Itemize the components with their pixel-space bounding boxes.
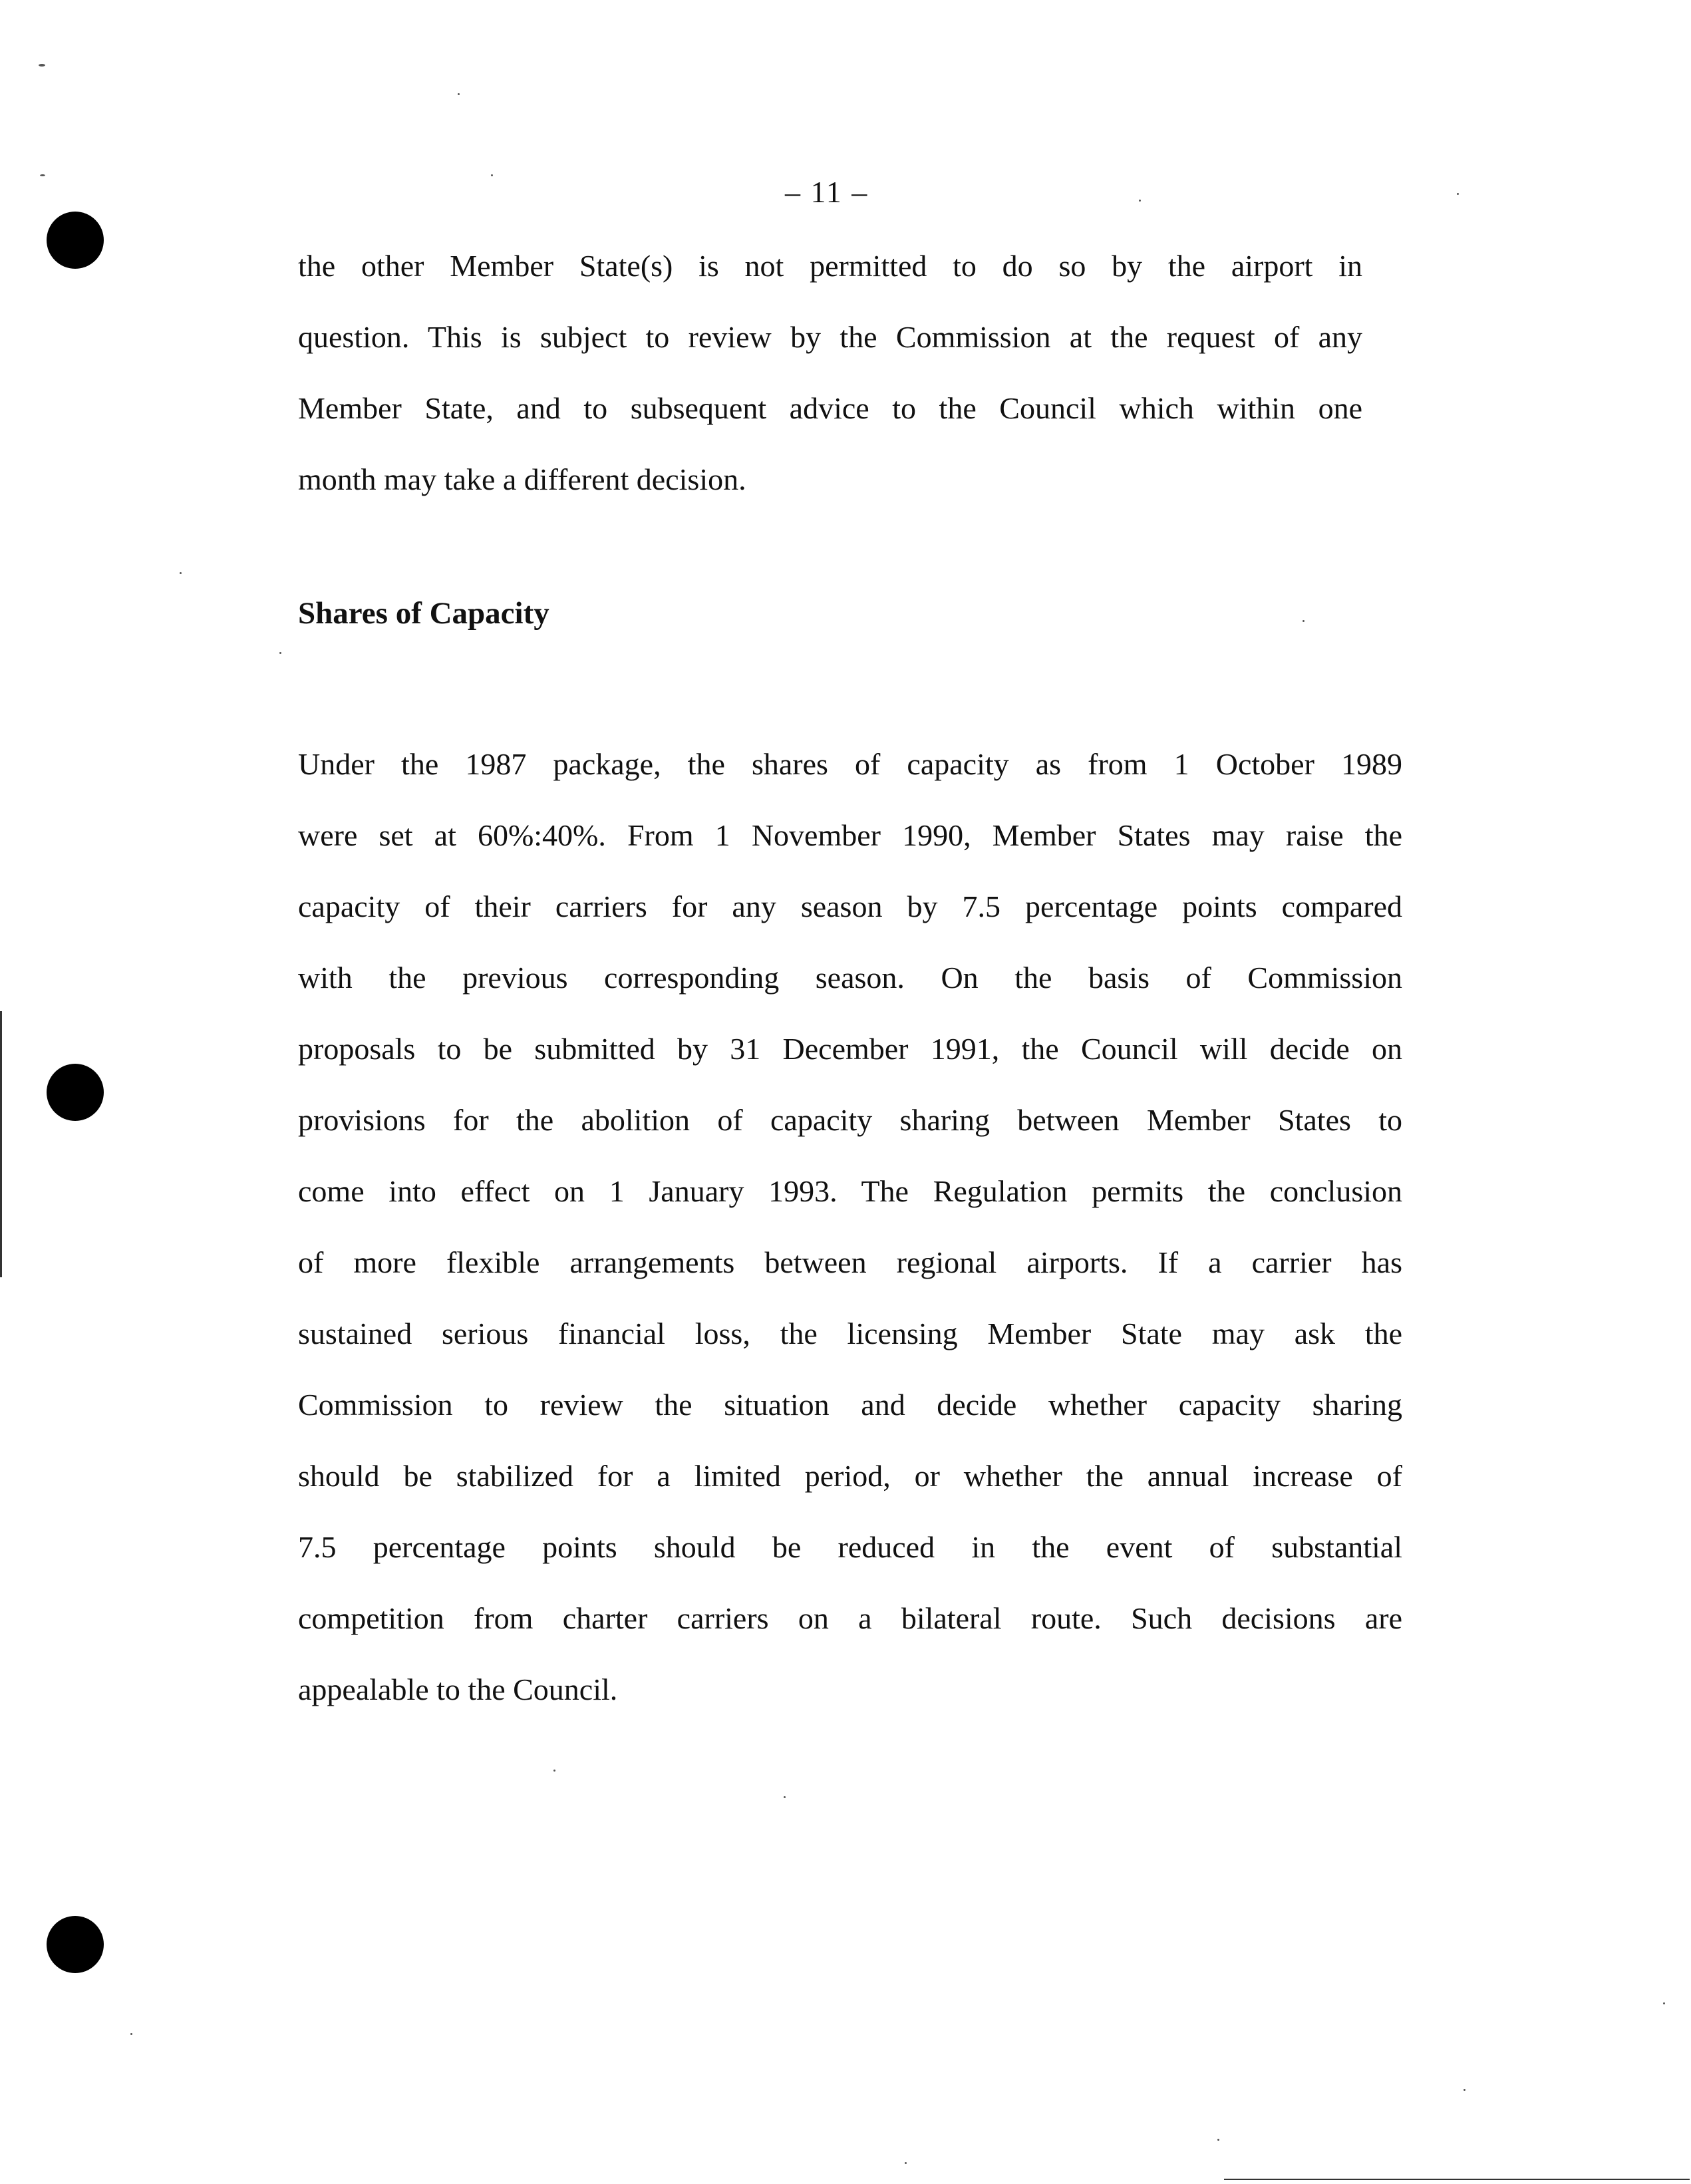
paragraph-line: with the previous corresponding season. On the basis of Commission [298,961,1402,995]
body-paragraph [298,728,1402,1725]
punch-hole-top [47,212,104,269]
page-number: – 11 – [785,175,869,209]
scan-speck [491,174,493,176]
scan-speck [279,652,281,654]
scan-speck [130,2033,132,2035]
paragraph-line: Member State, and to subsequent advice to the Council which within one [298,391,1362,425]
scan-speck [553,1770,555,1772]
scan-speck [1139,200,1141,202]
scan-speck [1463,2089,1465,2091]
scan-speck [40,174,45,176]
scan-speck [905,2162,907,2164]
continuation-paragraph [298,230,1362,515]
paragraph-line: appealable to the Council. [298,1672,618,1706]
paragraph-line: Under the 1987 package, the shares of capacity as from 1 October 1989 [298,747,1402,781]
paragraph-line: 7.5 percentage points should be reduced in the event of substantial [298,1530,1402,1564]
scan-speck [180,572,182,574]
scan-speck [1457,193,1459,195]
paragraph-line: should be stabilized for a limited period, or whether the annual increase of [298,1459,1402,1493]
paragraph-line: competition from charter carriers on a bilateral route. Such decisions are [298,1601,1402,1635]
scan-speck [1217,2139,1219,2141]
scan-speck [458,93,460,95]
scan-speck [39,64,45,67]
scan-speck [784,1796,786,1798]
paragraph-line: sustained serious financial loss, the licensing Member State may ask the [298,1317,1402,1350]
paragraph-line: question. This is subject to review by the Commission at the request of any [298,320,1362,354]
paragraph-line: month may take a different decision. [298,462,746,496]
paragraph-line: of more flexible arrangements between regional airports. If a carrier has [298,1245,1402,1279]
paragraph-line: Commission to review the situation and decide whether capacity sharing [298,1388,1402,1422]
paragraph-line: were set at 60%:40%. From 1 November 1990, Member States may raise the [298,818,1402,852]
paragraph-line: provisions for the abolition of capacity sharing between Member States to [298,1103,1402,1137]
punch-hole-middle [47,1064,104,1121]
paragraph-line: come into effect on 1 January 1993. The Regulation permits the conclusion [298,1174,1402,1208]
scan-speck [1303,620,1305,622]
scan-edge-line [0,1011,2,1277]
section-heading: Shares of Capacity [298,596,549,631]
punch-hole-bottom [47,1916,104,1973]
paragraph-line: proposals to be submitted by 31 December 1991, the Council will decide on [298,1032,1402,1066]
scan-speck [1663,2002,1665,2004]
paragraph-line: the other Member State(s) is not permitted to do so by the airport in [298,249,1362,283]
scan-edge-line [1224,2179,1690,2180]
paragraph-line: capacity of their carriers for any season by 7.5 percentage points compared [298,889,1402,923]
